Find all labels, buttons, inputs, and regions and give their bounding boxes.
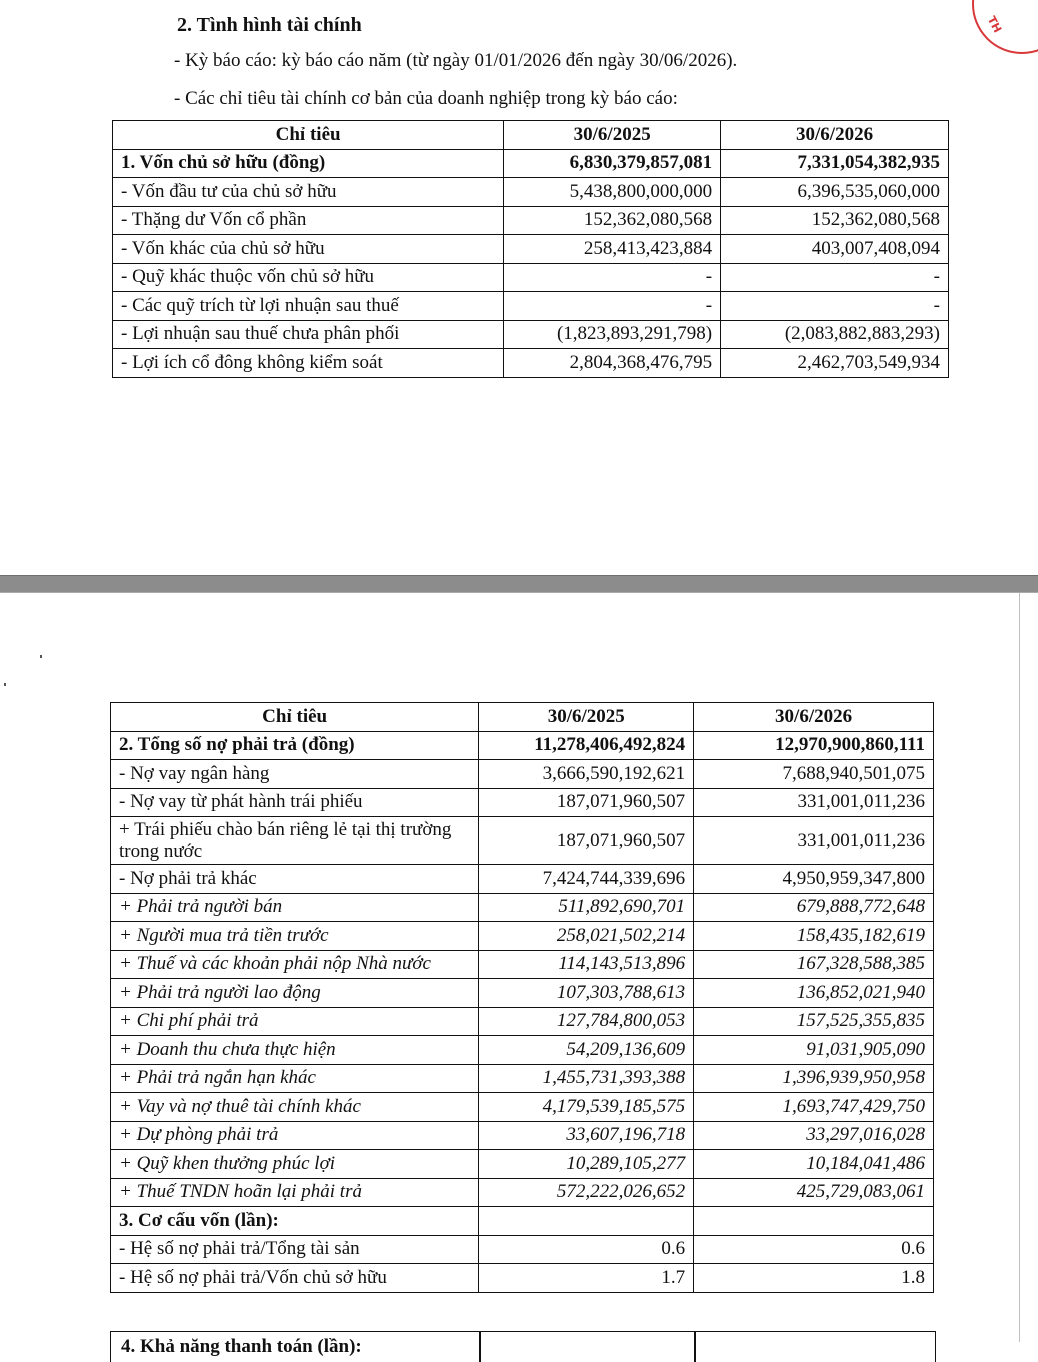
row-label: + Doanh thu chưa thực hiện: [111, 1036, 479, 1065]
row-label: 2. Tổng số nợ phải trả (đồng): [111, 731, 479, 760]
row-label: - Vốn đầu tư của chủ sở hữu: [113, 178, 504, 207]
page-2: [0, 593, 1038, 1357]
row-label: + Phải trả ngắn hạn khác: [111, 1064, 479, 1093]
header-indicator: Chỉ tiêu: [113, 121, 504, 150]
value-2025: 54,209,136,609: [479, 1036, 694, 1065]
value-2025: 3,666,590,192,621: [479, 760, 694, 789]
table-row: [113, 292, 949, 321]
value-2026: 0.6: [694, 1235, 934, 1264]
row-label: + Trái phiếu chào bán riêng lẻ tại thị trường trong nước: [111, 817, 479, 865]
table-row: [111, 1036, 934, 1065]
value-2025: 6,830,379,857,081: [504, 149, 721, 178]
value-2025: 11,278,406,492,824: [479, 731, 694, 760]
table-row: [111, 950, 934, 979]
table-row: [113, 149, 949, 178]
row-label: - Quỹ khác thuộc vốn chủ sở hữu: [113, 263, 504, 292]
table-row: [111, 1264, 934, 1293]
value-2025: 0.6: [479, 1235, 694, 1264]
row-label: + Phải trả người lao động: [111, 979, 479, 1008]
row-label: - Nợ vay từ phát hành trái phiếu: [111, 788, 479, 817]
row-label: + Thuế và các khoản phải nộp Nhà nước: [111, 950, 479, 979]
value-2026: 2,462,703,549,934: [721, 349, 949, 378]
row-label: - Thặng dư Vốn cổ phần: [113, 206, 504, 235]
value-2025: 572,222,026,652: [479, 1178, 694, 1207]
row-label: - Vốn khác của chủ sở hữu: [113, 235, 504, 264]
value-2025: -: [504, 292, 721, 321]
value-2025: 2,804,368,476,795: [504, 349, 721, 378]
header-2026: 30/6/2026: [721, 121, 949, 150]
row-label: 1. Vốn chủ sở hữu (đồng): [113, 149, 504, 178]
row-label: - Nợ vay ngân hàng: [111, 760, 479, 789]
value-2026: 1,396,939,950,958: [694, 1064, 934, 1093]
value-2025: 10,289,105,277: [479, 1150, 694, 1179]
value-2025: 187,071,960,507: [479, 817, 694, 865]
scan-speck: [4, 683, 6, 686]
row-label: + Thuế TNDN hoãn lại phải trả: [111, 1178, 479, 1207]
value-2025: 1,455,731,393,388: [479, 1064, 694, 1093]
page-break-gap: [0, 575, 1038, 593]
row-label: - Lợi ích cổ đông không kiểm soát: [113, 349, 504, 378]
table-header-row: [113, 121, 949, 150]
value-2026: (2,083,882,883,293): [721, 320, 949, 349]
report-period-line: - Kỳ báo cáo: kỳ báo cáo năm (từ ngày 01/01/2026 đến ngày 30/06/2026).: [174, 50, 738, 71]
row-label: - Nợ phải trả khác: [111, 865, 479, 894]
row-label: + Dự phòng phải trả: [111, 1121, 479, 1150]
value-2025: 5,438,800,000,000: [504, 178, 721, 207]
table-row: [111, 817, 934, 865]
table-row: [113, 206, 949, 235]
value-2025: (1,823,893,291,798): [504, 320, 721, 349]
cut-off-table-row: [110, 1331, 936, 1362]
table-row: [111, 1007, 934, 1036]
table-row: [111, 1121, 934, 1150]
value-2026: 136,852,021,940: [694, 979, 934, 1008]
header-2025: 30/6/2025: [479, 703, 694, 732]
scan-speck: [40, 655, 42, 658]
cut-off-row-label: 4. Khả năng thanh toán (lần):: [121, 1336, 362, 1357]
value-2025: 187,071,960,507: [479, 788, 694, 817]
row-label: + Chi phí phải trả: [111, 1007, 479, 1036]
value-2026: 1,693,747,429,750: [694, 1093, 934, 1122]
value-2026: 4,950,959,347,800: [694, 865, 934, 894]
row-label: - Hệ số nợ phải trả/Tổng tài sản: [111, 1235, 479, 1264]
page-1: [0, 0, 1038, 575]
table-row: [113, 235, 949, 264]
table-row: [111, 760, 934, 789]
table-row: [111, 865, 934, 894]
intro-line: - Các chỉ tiêu tài chính cơ bản của doanh nghiệp trong kỳ báo cáo:: [174, 88, 678, 109]
row-label: + Vay và nợ thuê tài chính khác: [111, 1093, 479, 1122]
value-2026: 6,396,535,060,000: [721, 178, 949, 207]
value-2026: 33,297,016,028: [694, 1121, 934, 1150]
value-2025: 7,424,744,339,696: [479, 865, 694, 894]
value-2026: -: [721, 263, 949, 292]
value-2026: 679,888,772,648: [694, 893, 934, 922]
value-2026: 7,688,940,501,075: [694, 760, 934, 789]
value-2026: 425,729,083,061: [694, 1178, 934, 1207]
value-2025: 152,362,080,568: [504, 206, 721, 235]
row-label: - Hệ số nợ phải trả/Vốn chủ sở hữu: [111, 1264, 479, 1293]
header-2025: 30/6/2025: [504, 121, 721, 150]
table-row: [111, 893, 934, 922]
table-row: [111, 731, 934, 760]
value-2026: 10,184,041,486: [694, 1150, 934, 1179]
value-2026: 1.8: [694, 1264, 934, 1293]
row-label: - Lợi nhuận sau thuế chưa phân phối: [113, 320, 504, 349]
table-row: [111, 1235, 934, 1264]
row-label: - Các quỹ trích từ lợi nhuận sau thuế: [113, 292, 504, 321]
value-2025: 258,413,423,884: [504, 235, 721, 264]
value-2025: -: [504, 263, 721, 292]
table-row: [111, 1207, 934, 1236]
value-2025: 114,143,513,896: [479, 950, 694, 979]
value-2026: 167,328,588,385: [694, 950, 934, 979]
value-2025: 4,179,539,185,575: [479, 1093, 694, 1122]
table-row: [113, 349, 949, 378]
table-header-row: [111, 703, 934, 732]
row-label: 3. Cơ cấu vốn (lần):: [111, 1207, 479, 1236]
table-row: [111, 1093, 934, 1122]
value-2026: 331,001,011,236: [694, 788, 934, 817]
table-row: [111, 1150, 934, 1179]
value-2025: 107,303,788,613: [479, 979, 694, 1008]
value-2026: 157,525,355,835: [694, 1007, 934, 1036]
table-row: [111, 788, 934, 817]
red-seal-stamp: TH: [972, 0, 1038, 54]
value-2026: 12,970,900,860,111: [694, 731, 934, 760]
value-2026: -: [721, 292, 949, 321]
value-2025: 33,607,196,718: [479, 1121, 694, 1150]
table-row: [113, 178, 949, 207]
value-2026: 158,435,182,619: [694, 922, 934, 951]
value-2025: 511,892,690,701: [479, 893, 694, 922]
value-2026: 403,007,408,094: [721, 235, 949, 264]
table-row: [111, 1064, 934, 1093]
liabilities-table: [110, 702, 934, 1293]
value-2025: 1.7: [479, 1264, 694, 1293]
value-2025: 258,021,502,214: [479, 922, 694, 951]
header-2026: 30/6/2026: [694, 703, 934, 732]
row-label: + Phải trả người bán: [111, 893, 479, 922]
header-indicator: Chỉ tiêu: [111, 703, 479, 732]
value-2025: 127,784,800,053: [479, 1007, 694, 1036]
row-label: + Người mua trả tiền trước: [111, 922, 479, 951]
value-2026: [694, 1207, 934, 1236]
equity-table: [112, 120, 949, 378]
value-2025: [479, 1207, 694, 1236]
table-row: [111, 1178, 934, 1207]
value-2026: 331,001,011,236: [694, 817, 934, 865]
table-row: [111, 979, 934, 1008]
row-label: + Quỹ khen thưởng phúc lợi: [111, 1150, 479, 1179]
table-row: [113, 320, 949, 349]
value-2026: 91,031,905,090: [694, 1036, 934, 1065]
value-2026: 152,362,080,568: [721, 206, 949, 235]
table-row: [111, 922, 934, 951]
table-row: [113, 263, 949, 292]
value-2026: 7,331,054,382,935: [721, 149, 949, 178]
section-heading: 2. Tình hình tài chính: [177, 14, 362, 36]
